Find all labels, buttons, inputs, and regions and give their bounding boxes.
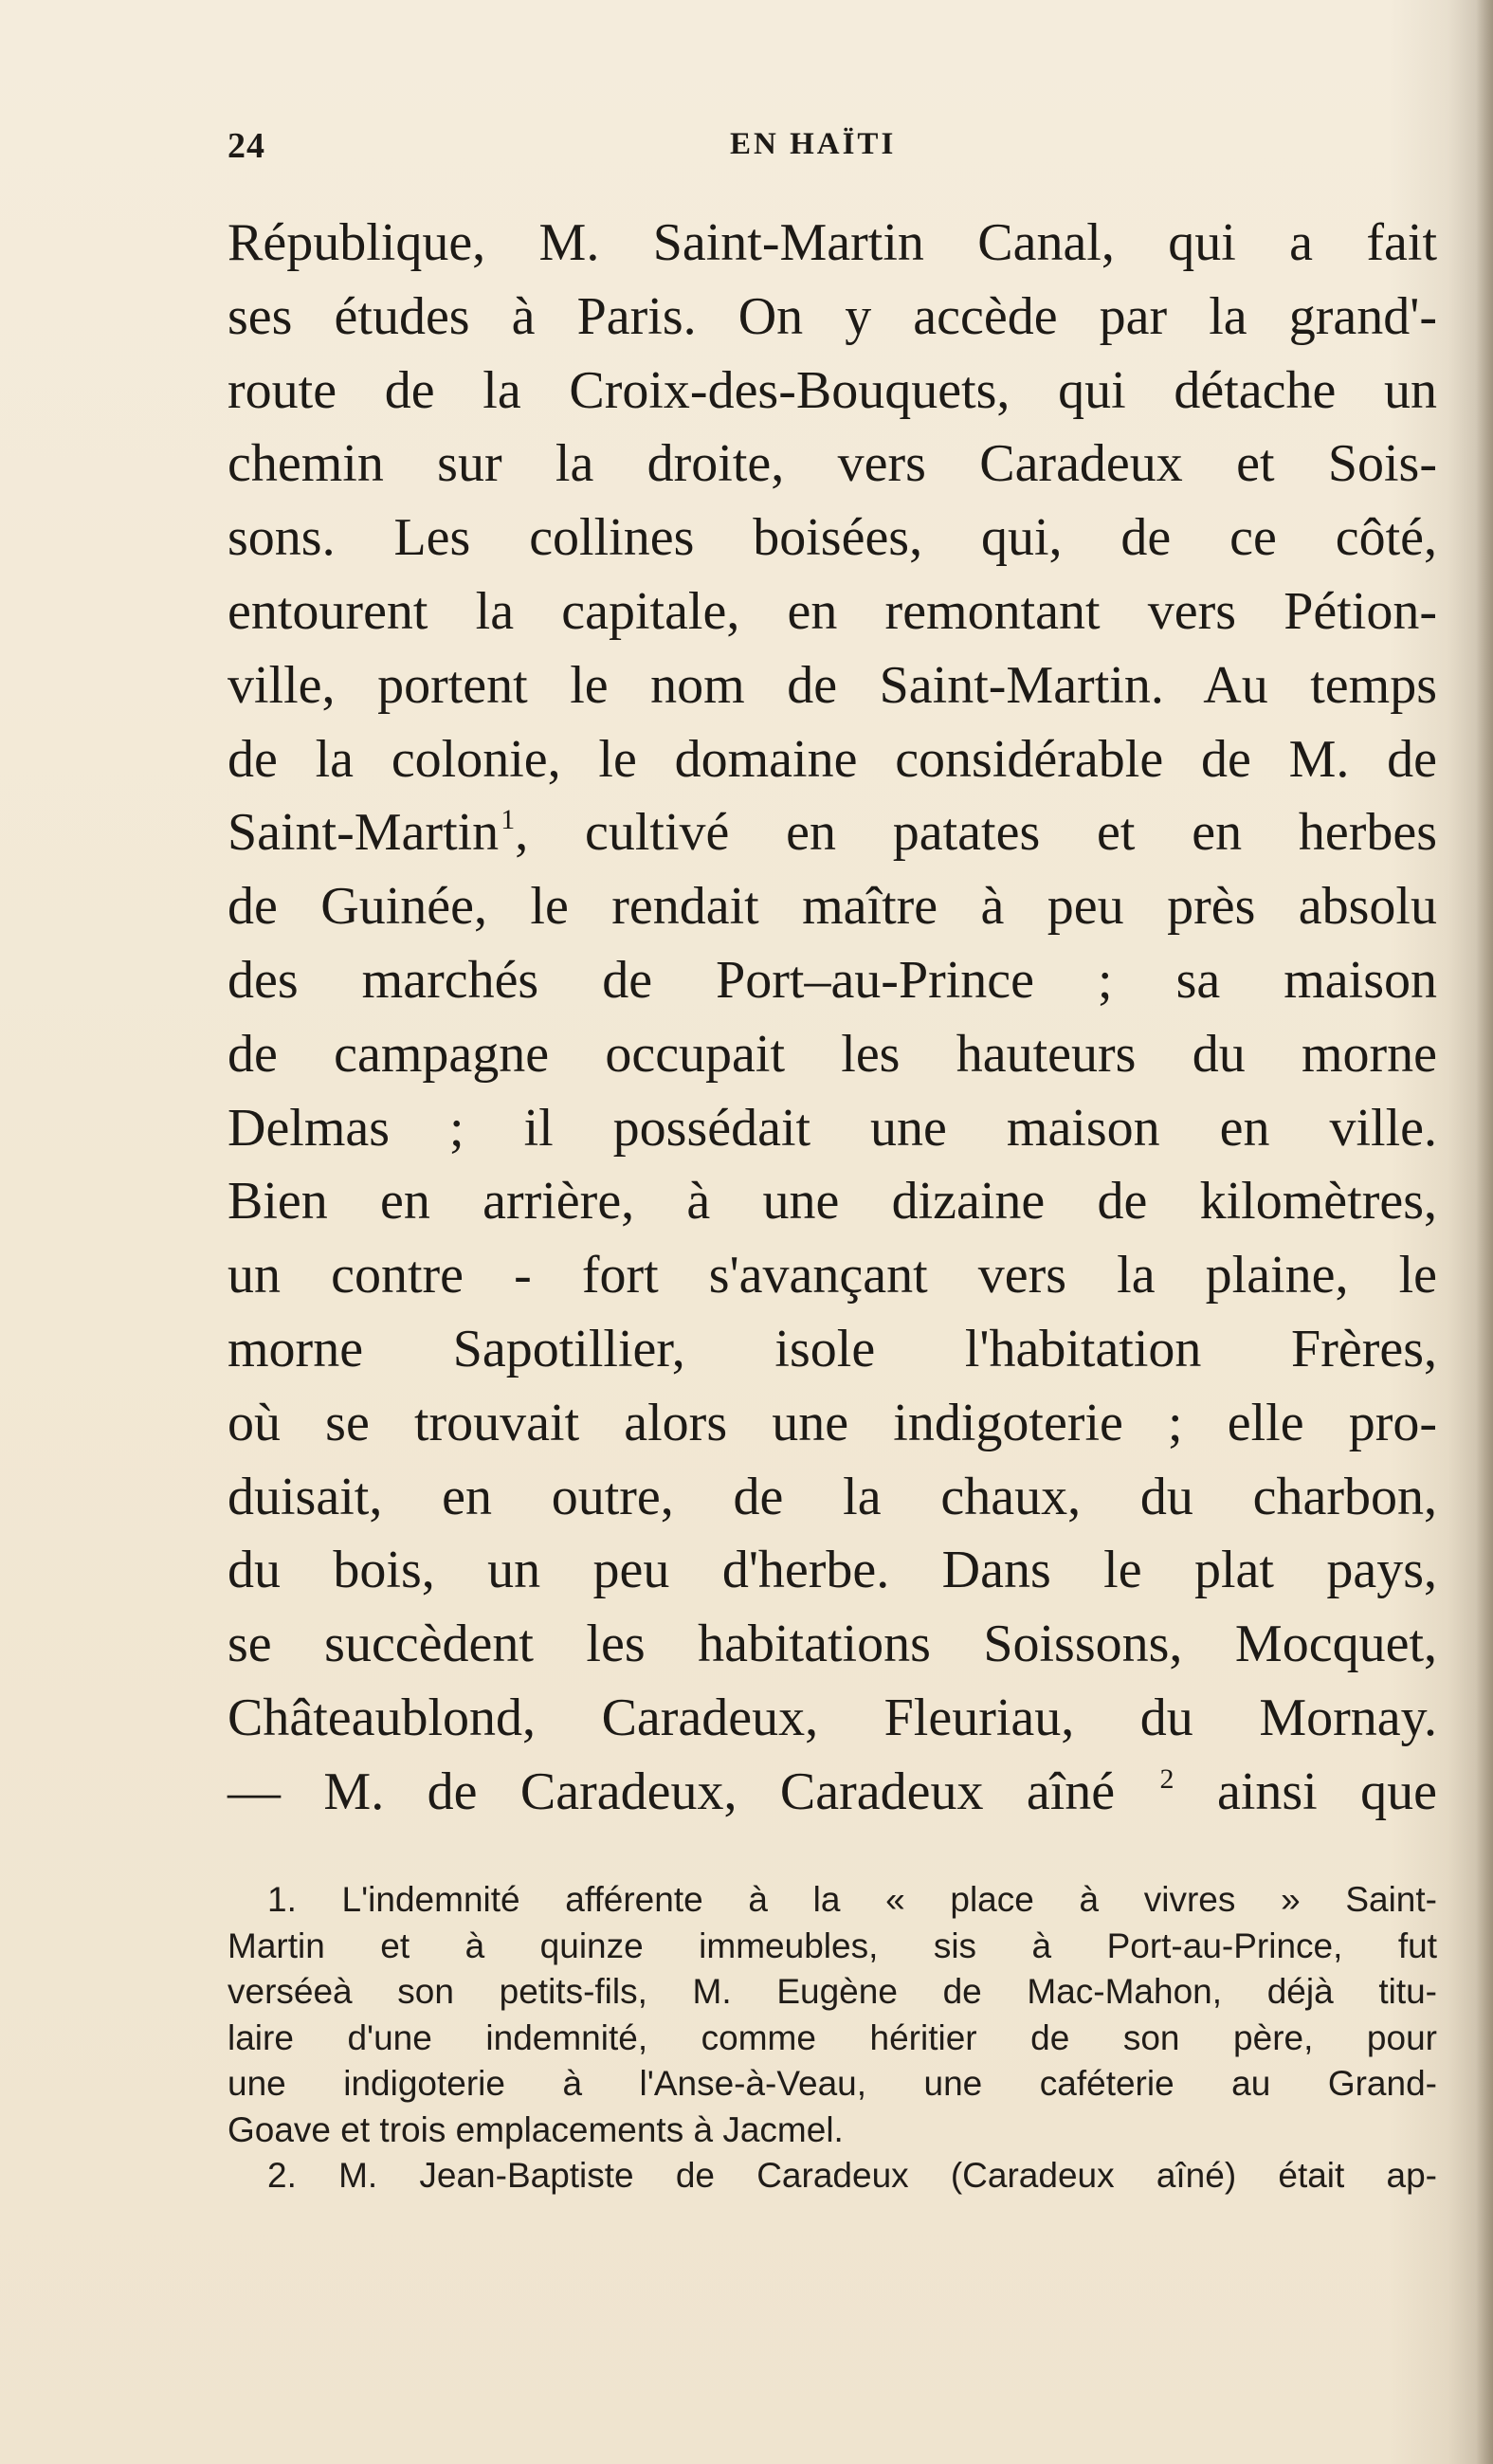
text-line: un contre - fort s'avançant vers la plaine, le: [228, 1246, 1437, 1305]
text-line: où se trouvait alors une indigoterie ; elle pro-: [228, 1393, 1437, 1452]
text-line: Delmas ; il possédait une maison en ville.: [228, 1098, 1437, 1158]
text-line: route de la Croix-des-Bouquets, qui détache un: [228, 360, 1437, 420]
footnote-ref-2[interactable]: 2: [1159, 1762, 1174, 1795]
page-header: [228, 125, 1436, 173]
text-line-with-note-ref: [228, 1756, 1437, 1830]
text-line: ses études à Paris. On y accède par la grand'-: [228, 286, 1437, 346]
footnote-line: verséeà son petits-fils, M. Eugène de Mac-Mahon, déjà titu-: [228, 1972, 1437, 2011]
text-line: de campagne occupait les hauteurs du morne: [228, 1024, 1437, 1084]
text-line: sons. Les collines boisées, qui, de ce côté,: [228, 508, 1437, 568]
text-fragment: ainsi que: [1216, 1761, 1438, 1821]
main-text: [228, 207, 1437, 1830]
footnote-ref-1[interactable]: 1: [501, 804, 516, 836]
text-line: Châteaublond, Caradeux, Fleuriau, du Mornay.: [228, 1688, 1437, 1747]
footnote-line: 1. L'indemnité afférente à la « place à vivres » Saint-: [267, 1880, 1437, 1919]
footnote-line: laire d'une indemnité, comme héritier de son père, pour: [228, 2017, 1437, 2057]
text-fragment: Saint-Martin: [228, 803, 500, 863]
text-line: République, M. Saint-Martin Canal, qui a fait: [228, 213, 1437, 272]
text-line: morne Sapotillier, isole l'habitation Frères,: [228, 1319, 1437, 1378]
footnote-line: Martin et à quinze immeubles, sis à Port-au-Prince, fut: [228, 1926, 1437, 1965]
text-fragment: — M. de Caradeux, Caradeux aîné: [228, 1761, 1116, 1821]
text-line: de la colonie, le domaine considérable de M. de: [228, 729, 1437, 789]
text-line: se succèdent les habitations Soissons, Mocquet,: [228, 1615, 1437, 1674]
text-line: du bois, un peu d'herbe. Dans le plat pays,: [228, 1541, 1437, 1600]
footnotes: [228, 1877, 1437, 2199]
footnote-line: une indigoterie à l'Anse-à-Veau, une caféterie au Grand-: [228, 2064, 1437, 2103]
text-line: chemin sur la droite, vers Caradeux et Sois-: [228, 434, 1437, 494]
text-line: Bien en arrière, à une dizaine de kilomètres,: [228, 1172, 1437, 1232]
text-line: duisait, en outre, de la chaux, du charbon,: [228, 1467, 1437, 1526]
text-line: de Guinée, le rendait maître à peu près absolu: [228, 877, 1437, 937]
text-line-with-note-ref: [228, 796, 1437, 870]
page-number: 24: [228, 126, 265, 166]
text-fragment: , cultivé en patates et en herbes: [515, 803, 1437, 863]
footnote-line: Goave et trois emplacements à Jacmel.: [228, 2109, 844, 2149]
text-line: entourent la capitale, en remontant vers Pétion-: [228, 581, 1437, 641]
footnote-line: 2. M. Jean-Baptiste de Caradeux (Caradeux aîné) était ap-: [267, 2156, 1437, 2195]
text-line: ville, portent le nom de Saint-Martin. Au temps: [228, 655, 1437, 715]
page-edge-shadow: [1476, 0, 1493, 2464]
running-title: EN HAÏTI: [730, 127, 897, 161]
text-line: des marchés de Port–au-Prince ; sa maison: [228, 950, 1437, 1010]
